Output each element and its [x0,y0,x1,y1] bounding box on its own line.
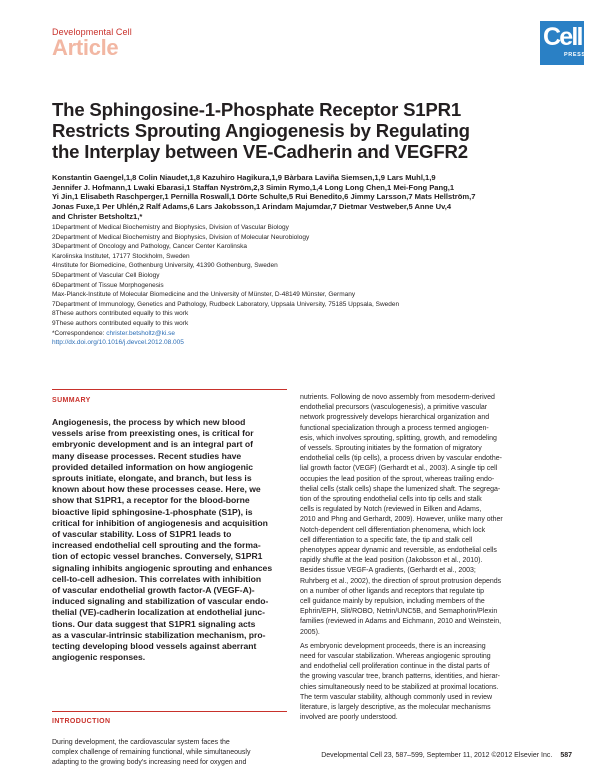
body-line: endothelial precursors (vasculogenesis), a primitive vascular [300,404,488,412]
summary-line: tions. Our data suggest that S1PR1 signaling acts [52,618,256,629]
affiliation-line: 9These authors contributed equally to this work [52,319,189,327]
body-line: cells is regulated by Notch (reviewed in Eilken and Adams, [300,506,482,514]
body-line: Ruhrberg et al., 2002), the direction of sprout protrusion depends [300,577,502,585]
summary-text [52,417,288,663]
affiliation-line: 4Institute for Biomedicine, Gothenburg University, 41390 Gothenburg, Sweden [52,262,278,270]
article-title [52,99,572,162]
body-line: families (reviewed in Adams and Eichmann, 2010 and Weinstein, [300,618,502,626]
correspondence-email-link[interactable]: christer.betsholtz@ki.se [106,329,175,337]
body-line: 2005). [300,628,320,636]
body-line: Ephrin/EPH, Slit/ROBO, Netrin/UNC5B, and Semaphorin/Plexin [300,608,498,616]
body-line: occupies the lead position of the sprout, whereas trailing endo- [300,475,495,483]
right-column-text [300,393,552,724]
body-line: lial growth factor (VEGF) (Gerhardt et al., 2003). A single tip cell [300,465,498,473]
affiliation-line: 7Department of Immunology, Genetics and Pathology, Rudbeck Laboratory, Uppsala University, 75185 Uppsala, Sweden [52,300,400,308]
body-line: endothelial cells (tip cells), a process driven by vascular endothe- [300,455,502,463]
affiliation-line: 6Department of Tissue Morphogenesis [52,281,164,289]
body-line: functional specialization through a process termed angiogen- [300,424,489,432]
logo-main-text: Cell [543,23,582,51]
cell-press-logo [540,21,584,65]
body-line: need for vascular stabilization. Whereas angiogenic sprouting [300,653,491,661]
body-line: of vessels. Sprouting initiates by the formation of migratory [300,445,482,453]
summary-line: provided detailed information on how angiogenic [52,461,254,472]
body-line: rapidly shuffle at the lead position (Jakobsson et al., 2010). [300,557,483,565]
body-line: cell guidance mainly by repulsion, including members of the [300,598,485,606]
summary-line: embryonic development and is an integral part of [52,439,254,450]
summary-line: tecting developing blood vessels against aberrant [52,641,257,652]
journal-name: Developmental Cell [52,27,132,37]
affiliations [52,223,562,348]
summary-line: tion of ectopic vessel branches. Conversely, S1PR1 [52,551,263,562]
body-line: Besides tissue VEGF-A gradients, (Gerhardt et al., 2003; [300,567,476,575]
body-line: phenotypes appear dynamic and reversible, as endothelial cells [300,547,497,555]
summary-line: of vascular endothelial growth factor-A (VEGF-A)- [52,585,255,596]
intro-line: complex challenge of remaining functional, while simultaneously [52,749,251,757]
logo-sub-text: PRESS [564,52,586,58]
author-line: Konstantin Gaengel,1,8 Colin Niaudet,1,8 Kazuhiro Hagikura,1,9 Bàrbara Laviña Siemsen,1,9 Lars Muhl,1,9 [52,173,436,182]
intro-line: During development, the cardiovascular system faces the [52,739,230,746]
body-line: Notch-dependent cell differentiation phenomena, which lock [300,526,486,534]
body-line: cell differentiation to a specific fate, the tip and stalk cell [300,536,473,544]
body-line: tion of the sprouting endothelial cells into tip cells and stalk [300,496,482,504]
author-list [52,173,562,222]
summary-line: bioactive lipid sphingosine-1-phosphate (S1P), is [52,506,253,517]
affiliation-line: 1Department of Medical Biochemistry and Biophysics, Division of Vascular Biology [52,224,289,231]
body-line: chies simultaneously need to be stabilized at proximal locations. [300,683,499,691]
title-line: the Interplay between VE-Cadherin and VEGFR2 [52,141,468,162]
summary-line: Angiogenesis, the process by which new blood [52,417,246,427]
summary-heading: SUMMARY [52,397,91,404]
author-line: and Christer Betsholtz1,* [52,211,143,221]
summary-line: known about how these processes cease. Here, we [52,484,261,495]
affiliation-line: 8These authors contributed equally to this work [52,310,189,318]
section-divider [52,711,287,712]
body-line: literature, is largely descriptive, as the molecular mechanisms [300,704,491,712]
summary-line: show that S1PR1, a receptor for the blood-borne [52,495,250,506]
correspondence [52,329,562,339]
body-line: The term vascular stability, although commonly used in review [300,693,493,701]
author-line: Yi Jin,1 Elisabeth Raschperger,1 Pernilla Roswall,1 Dörte Schulte,5 Rui Benedito,6 Jimmy Larsson,7 Mats Hellström,7 [52,192,476,202]
summary-line: vessels arise from preexisting ones, is critical for [52,428,254,439]
body-line: involved are poorly understood. [300,714,398,722]
affiliation-line: Karolinska Institutet, 17177 Stockholm, Sweden [52,252,190,260]
summary-line: as a vascular-intrinsic stabilization mechanism, pro- [52,629,266,640]
body-line: and endothelial cell proliferation continue in the distal parts of [300,663,490,671]
summary-line: induced signaling and stabilization of vascular endo- [52,596,269,607]
page-footer [321,752,572,759]
correspondence-label: *Correspondence: [52,329,107,337]
body-line: esis, which involves sprouting, splitting, growth, and remodeling [300,434,497,442]
affiliation-line: 2Department of Medical Biochemistry and Biophysics, Division of Molecular Neurobiology [52,233,310,241]
footer-citation: Developmental Cell 23, 587–599, September 11, 2012 ©2012 Elsevier Inc. [321,752,553,759]
title-line: Restricts Sprouting Angiogenesis by Regulating [52,120,470,141]
summary-line: sprouts initiate, elongate, and branch, but less is [52,473,252,484]
body-line: thelial cells (stalk cells) shape the lumenized shaft. The segrega- [300,485,501,493]
introduction-text [52,738,292,769]
affiliation-line: 3Department of Oncology and Pathology, Cancer Center Karolinska [52,243,247,251]
introduction-heading: INTRODUCTION [52,718,111,725]
article-type-label: Article [52,35,119,60]
summary-line: cell-to-cell adhesion. This correlates with inhibition [52,573,262,584]
body-line: As embryonic development proceeds, there is an increasing [300,642,486,650]
body-line: network progressively develops hierarchical organization and [300,414,490,422]
author-line: Jonas Fuxe,1 Per Uhlén,2 Ralf Adams,6 Lars Jakobsson,1 Arindam Majumdar,7 Dietmar Vestweber,5 Anne Uv,4 [52,202,452,212]
intro-line: adapting to the growing body's increasing need for oxygen and [52,759,247,767]
summary-line: thelial (VE)-cadherin localization at endothelial junc- [52,607,265,618]
title-line: The Sphingosine-1-Phosphate Receptor S1PR1 [52,99,461,120]
body-line: the growing vascular tree, branch patterns, identities, and hierar- [300,673,500,681]
summary-line: critical for inhibition of angiogenesis and acquisition [52,517,268,528]
affiliation-line: Max-Planck-Institute of Molecular Biomedicine and the University of Münster, D-48149 Münster, Germany [52,291,356,299]
body-line: 2010 and Phng and Gerhardt, 2009). However, unlike many other [300,516,503,524]
body-line: on a number of other ligands and receptors that regulate tip [300,587,485,595]
summary-line: many disease processes. Recent studies have [52,450,242,461]
page-number: 587 [560,752,572,759]
doi-link[interactable]: http://dx.doi.org/10.1016/j.devcel.2012.08.005 [52,339,184,347]
author-line: Jennifer J. Hofmann,1 Lwaki Ebarasi,1 Staffan Nyström,2,3 Simin Rymo,1,4 Long Long Chen,1 Mei-Fong Pang,1 [52,182,455,192]
summary-line: increased endothelial cell sprouting and the forma- [52,540,261,551]
section-divider [52,389,287,390]
summary-line: of vascular stability. Loss of S1PR1 leads to [52,529,232,540]
summary-line: signaling inhibits angiogenic sprouting and enhances [52,562,273,573]
summary-line: angiogenic responses. [52,652,146,663]
affiliation-line: 5Department of Vascular Cell Biology [52,271,160,279]
body-line: nutrients. Following de novo assembly from mesoderm-derived [300,394,495,401]
